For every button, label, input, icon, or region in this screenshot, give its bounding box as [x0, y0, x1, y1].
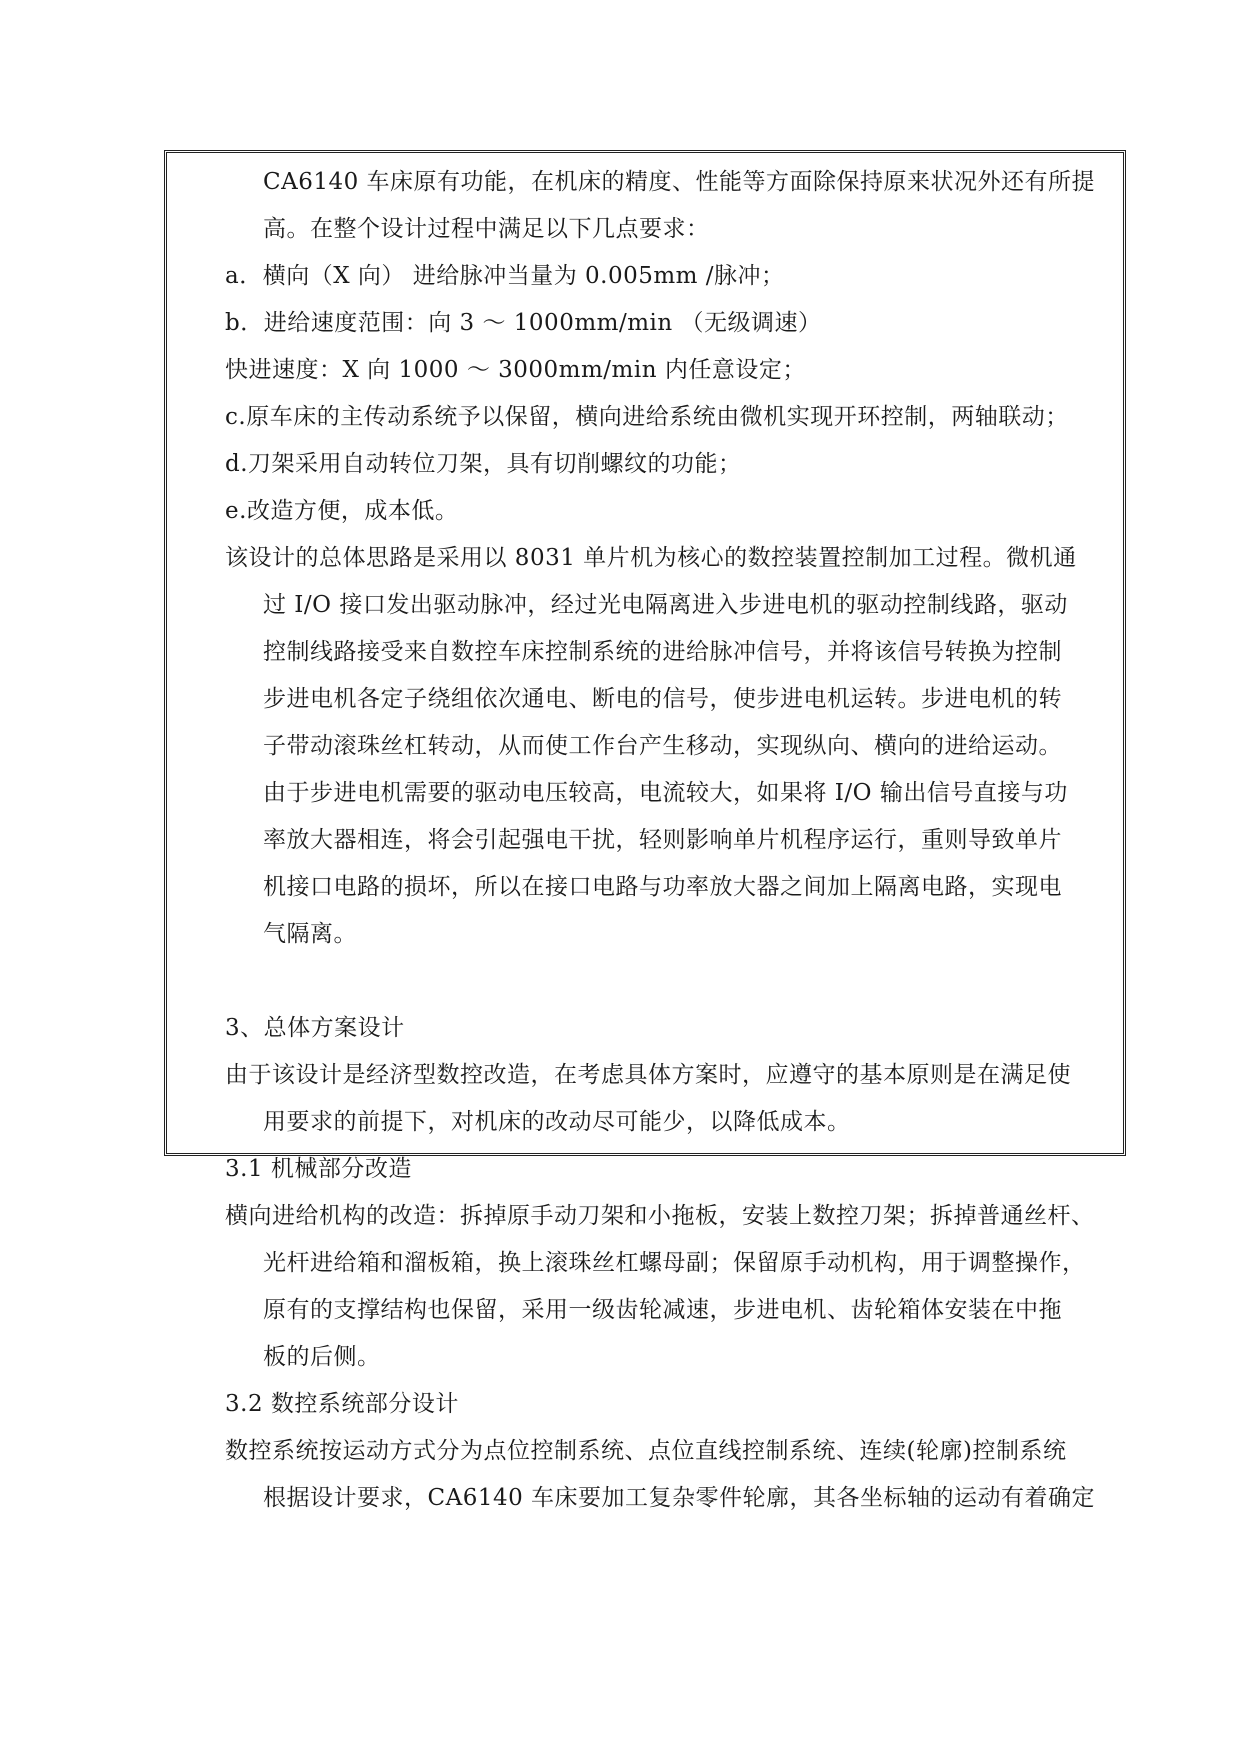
text-line: 该设计的总体思路是采用以 8031 单片机为核心的数控装置控制加工过程。微机通	[225, 545, 1077, 571]
text-line: 高。在整个设计过程中满足以下几点要求：	[263, 216, 710, 242]
list-item: b．进给速度范围：向 3 ～ 1000mm/min （无级调速）	[225, 310, 822, 336]
subsection-heading: 3.2 数控系统部分设计	[225, 1391, 459, 1417]
list-item: e.改造方便，成本低。	[225, 498, 459, 524]
section-heading: 3、总体方案设计	[225, 1015, 405, 1041]
page-frame	[164, 150, 1126, 1511]
page-content	[225, 159, 1105, 1522]
text-line: 控制线路接受来自数控车床控制系统的进给脉冲信号，并将该信号转换为控制	[263, 639, 1062, 665]
text-line: 率放大器相连，将会引起强电干扰，轻则影响单片机程序运行，重则导致单片	[263, 827, 1062, 853]
text-line: 板的后侧。	[263, 1344, 381, 1370]
text-line: 光杆进给箱和溜板箱，换上滚珠丝杠螺母副；保留原手动机构，用于调整操作，	[263, 1250, 1086, 1276]
list-item: a．横向（X 向） 进给脉冲当量为 0.005mm /脉冲；	[225, 263, 785, 289]
text-line: 由于步进电机需要的驱动电压较高，电流较大，如果将 I/O 输出信号直接与功	[263, 780, 1068, 806]
blank-line	[225, 958, 1105, 1005]
text-line: 原有的支撑结构也保留，采用一级齿轮减速，步进电机、齿轮箱体安装在中拖	[263, 1297, 1062, 1323]
text-line: 数控系统按运动方式分为点位控制系统、点位直线控制系统、连续(轮廓)控制系统	[225, 1438, 1067, 1464]
text-line: 横向进给机构的改造：拆掉原手动刀架和小拖板，安装上数控刀架；拆掉普通丝杆、	[225, 1203, 1095, 1229]
list-item: d.刀架采用自动转位刀架，具有切削螺纹的功能；	[225, 451, 742, 477]
text-line: 子带动滚珠丝杠转动，从而使工作台产生移动，实现纵向、横向的进给运动。	[263, 733, 1062, 759]
text-line: CA6140 车床原有功能，在机床的精度、性能等方面除保持原来状况外还有所提	[263, 169, 1096, 195]
list-item: c.原车床的主传动系统予以保留，横向进给系统由微机实现开环控制，两轴联动；	[225, 404, 1069, 430]
text-line: 气隔离。	[263, 921, 357, 947]
text-line: 由于该设计是经济型数控改造，在考虑具体方案时，应遵守的基本原则是在满足使	[225, 1062, 1071, 1088]
text-line: 用要求的前提下，对机床的改动尽可能少，以降低成本。	[263, 1109, 851, 1135]
text-line: 快进速度：X 向 1000 ～ 3000mm/min 内任意设定；	[225, 357, 806, 383]
text-line: 根据设计要求，CA6140 车床要加工复杂零件轮廓，其各坐标轴的运动有着确定	[263, 1485, 1096, 1511]
text-line: 过 I/O 接口发出驱动脉冲，经过光电隔离进入步进电机的驱动控制线路，驱动	[263, 592, 1068, 618]
text-line: 步进电机各定子绕组依次通电、断电的信号，使步进电机运转。步进电机的转	[263, 686, 1062, 712]
text-line: 机接口电路的损坏，所以在接口电路与功率放大器之间加上隔离电路，实现电	[263, 874, 1062, 900]
subsection-heading: 3.1 机械部分改造	[225, 1156, 412, 1182]
